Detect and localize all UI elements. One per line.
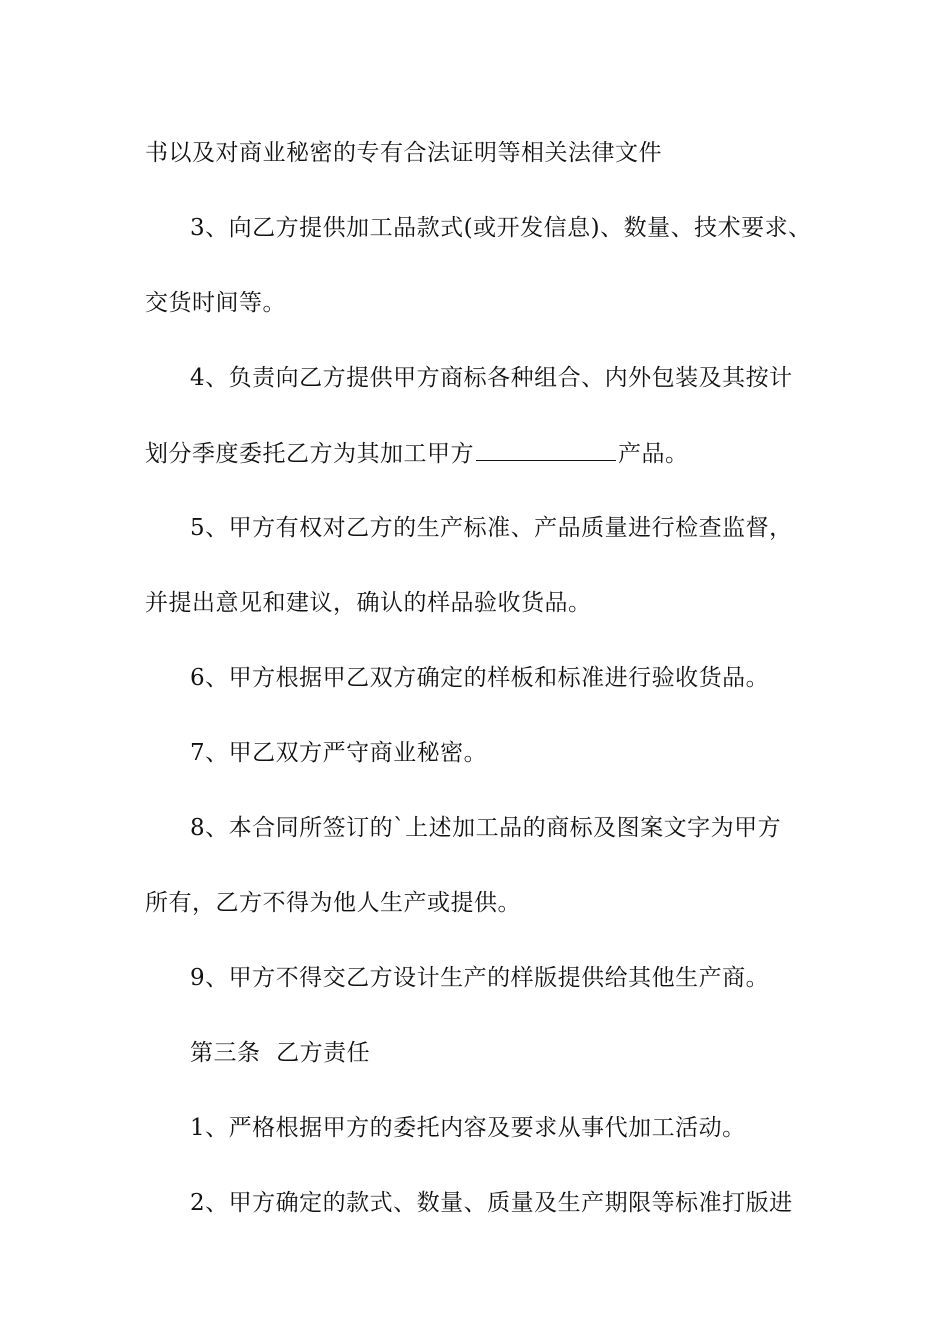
clause-3-line-2: 交货时间等。 <box>145 290 286 316</box>
clause-9: 9、甲方不得交乙方设计生产的样版提供给其他生产商。 <box>190 965 770 991</box>
clause-5-line-2: 并提出意见和建议，确认的样品验收货品。 <box>145 590 592 616</box>
text-line-1: 书以及对商业秘密的专有合法证明等相关法律文件 <box>145 140 662 166</box>
fill-in-blank <box>476 438 616 461</box>
clause-3-line-1: 3、向乙方提供加工品款式(或开发信息)、数量、技术要求、 <box>190 215 812 241</box>
section-heading-article-3: 第三条 乙方责任 <box>190 1040 371 1066</box>
clause-8-line-2: 所有，乙方不得为他人生产或提供。 <box>145 890 521 916</box>
clause-4-text-before-blank: 划分季度委托乙方为其加工甲方 <box>145 441 474 467</box>
clause-4-line-2 <box>145 438 689 469</box>
clause-4-text-after-blank: 产品。 <box>618 441 689 467</box>
party-b-clause-2-line-1: 2、甲方确定的款式、数量、质量及生产期限等标准打版进 <box>190 1190 793 1216</box>
clause-6: 6、甲方根据甲乙双方确定的样板和标准进行验收货品。 <box>190 665 770 691</box>
party-b-clause-1: 1、严格根据甲方的委托内容及要求从事代加工活动。 <box>190 1115 746 1141</box>
clause-5-line-1: 5、甲方有权对乙方的生产标准、产品质量进行检查监督， <box>190 515 793 541</box>
clause-7: 7、甲乙双方严守商业秘密。 <box>190 740 488 766</box>
clause-4-line-1: 4、负责向乙方提供甲方商标各种组合、内外包装及其按计 <box>190 365 793 391</box>
clause-8-line-1: 8、本合同所签订的`上述加工品的商标及图案文字为甲方 <box>190 815 782 841</box>
